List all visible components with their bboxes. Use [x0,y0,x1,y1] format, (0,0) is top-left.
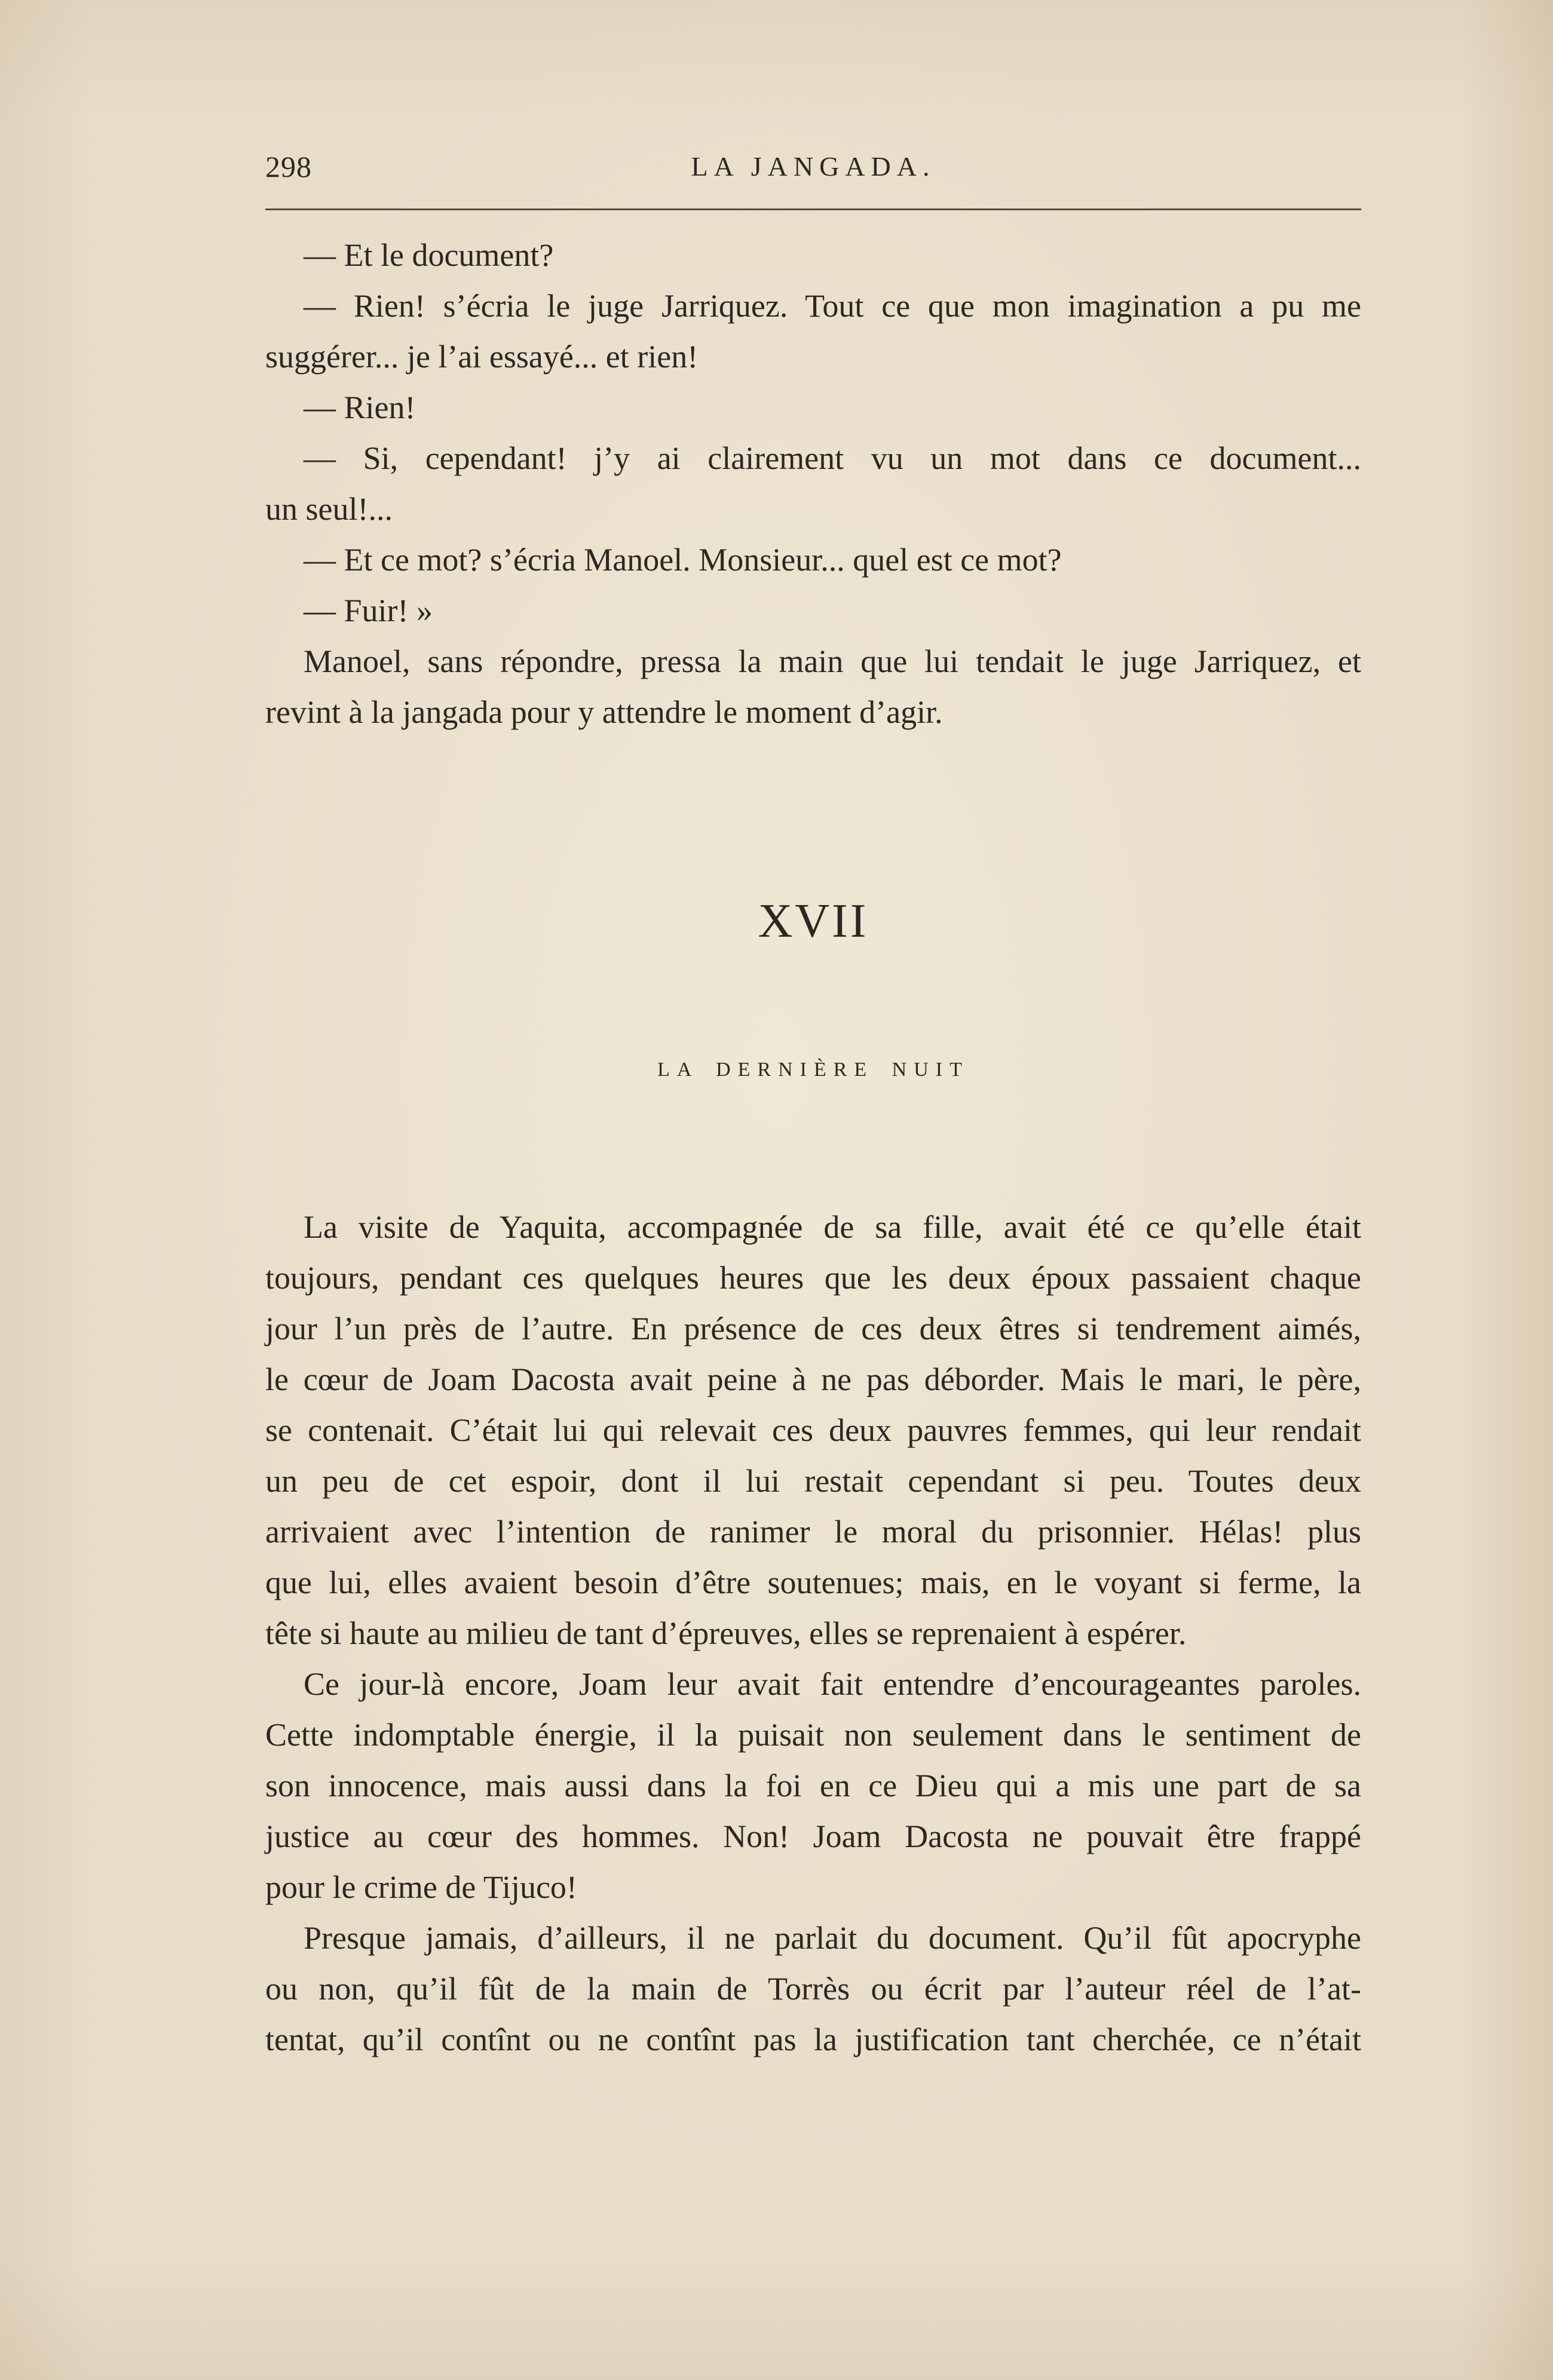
body-line: un peu de cet espoir, dont il lui restait cependant si peu. Toutes deux [265,1463,1361,1499]
dialogue-line: — Fuir! » [304,593,433,628]
body-line: toujours, pendant ces quelques heures que les deux époux passaient chaque [265,1260,1361,1296]
body-line: tentat, qu’il contînt ou ne contînt pas la justification tant cherchée, ce n’était [265,2022,1361,2057]
body-section [265,1202,1361,2065]
header-rule [265,208,1361,210]
body-line: son innocence, mais aussi dans la foi en ce Dieu qui a mis une part de sa [265,1768,1361,1804]
chapter-number: XVII [758,895,869,947]
dialogue-line: — Si, cependant! j’y ai clairement vu un mot dans ce document... [304,440,1361,476]
body-line: La visite de Yaquita, accompagnée de sa fille, avait été ce qu’elle était [304,1209,1361,1245]
body-line: arrivaient avec l’intention de ranimer le moral du prisonnier. Hélas! plus [265,1514,1361,1550]
dialogue-line: — Rien! s’écria le juge Jarriquez. Tout ce que mon imagination a pu me [304,288,1361,324]
body-line: ou non, qu’il fût de la main de Torrès ou écrit par l’auteur réel de l’at- [265,1971,1361,2007]
dialogue-line: un seul!... [265,491,393,527]
running-title: LA JANGADA. [691,151,936,182]
body-line: se contenait. C’était lui qui relevait ces deux pauvres femmes, qui leur rendait [265,1412,1361,1448]
body-line: que lui, elles avaient besoin d’être soutenues; mais, en le voyant si ferme, la [265,1565,1361,1600]
dialogue-line: — Rien! [304,389,416,425]
dialogue-line: suggérer... je l’ai essayé... et rien! [265,339,699,375]
chapter-title: LA DERNIÈRE NUIT [657,1059,969,1081]
body-line: pour le crime de Tijuco! [265,1869,577,1905]
body-line: Cette indomptable énergie, il la puisait non seulement dans le sentiment de [265,1717,1361,1753]
body-line: tête si haute au milieu de tant d’épreuves, elles se reprenaient à espérer. [265,1615,1187,1651]
dialogue-section [265,230,1361,738]
body-line: justice au cœur des hommes. Non! Joam Dacosta ne pouvait être frappé [265,1818,1361,1854]
body-line: Presque jamais, d’ailleurs, il ne parlait du document. Qu’il fût apocryphe [304,1920,1361,1956]
dialogue-line: revint à la jangada pour y attendre le moment d’agir. [265,694,943,730]
dialogue-line: — Et ce mot? s’écria Manoel. Monsieur... quel est ce mot? [304,542,1062,578]
body-line: le cœur de Joam Dacosta avait peine à ne pas déborder. Mais le mari, le père, [265,1361,1361,1397]
dialogue-line: — Et le document? [304,237,554,273]
page-number: 298 [265,150,312,183]
page-header [265,149,1361,185]
body-line: Ce jour-là encore, Joam leur avait fait entendre d’encourageantes paroles. [304,1666,1361,1702]
body-line: jour l’un près de l’autre. En présence de ces deux êtres si tendrement aimés, [265,1311,1361,1347]
dialogue-line: Manoel, sans répondre, pressa la main que lui tendait le juge Jarriquez, et [304,643,1361,679]
